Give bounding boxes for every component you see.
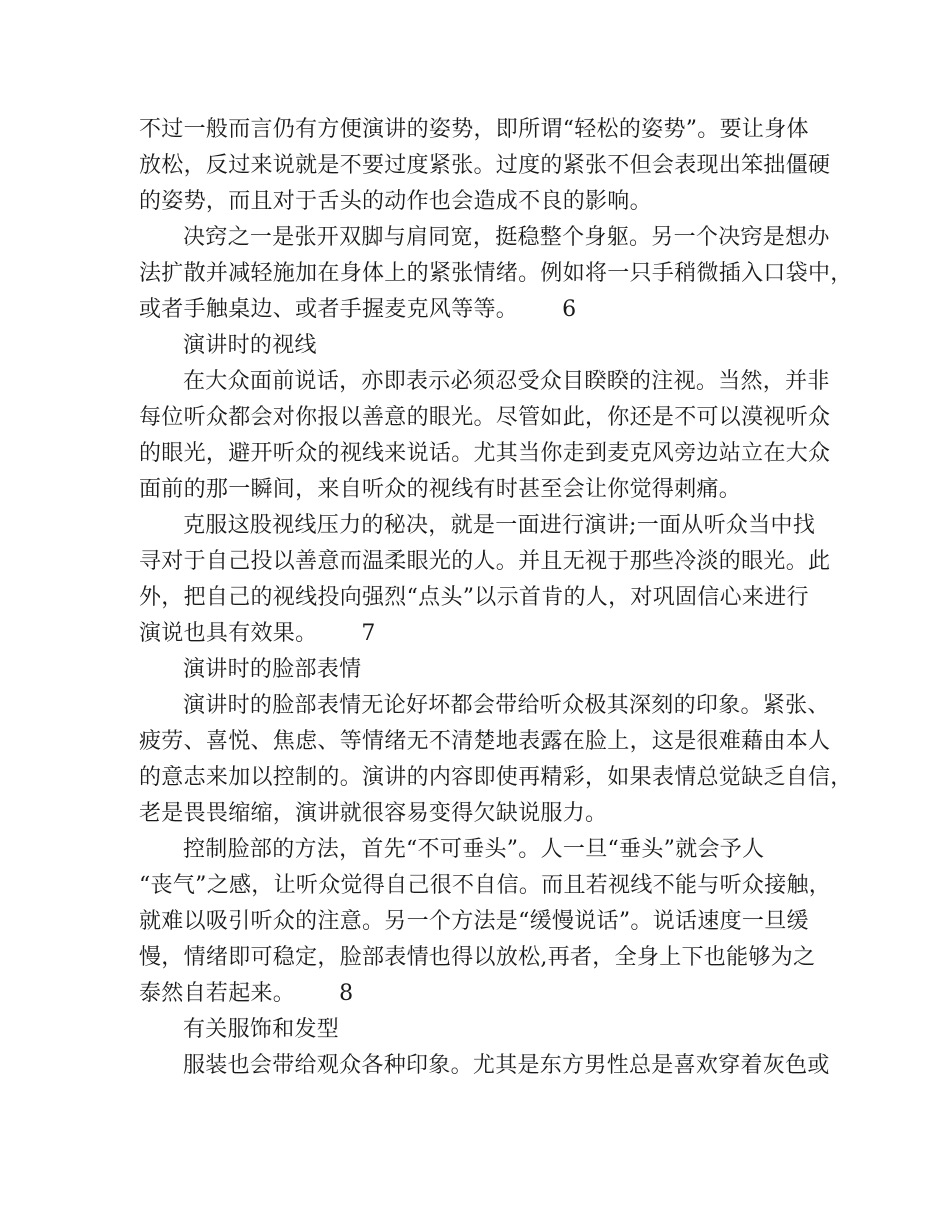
text-line: 克服这股视线压力的秘决，就是一面进行演讲;一面从听众当中找 bbox=[183, 513, 816, 538]
text-line: 法扩散并减轻施加在身体上的紧张情绪。例如将一只手稍微插入口袋中， bbox=[139, 261, 853, 286]
text-line: 疲劳、喜悦、焦虑、等情绪无不清楚地表露在脸上，这是很难藉由本人 bbox=[139, 729, 831, 754]
text-line: 慢，情绪即可稳定，脸部表情也得以放松,再者，全身上下也能够为之 bbox=[139, 945, 816, 970]
section-heading: 演讲时的脸部表情 bbox=[183, 657, 362, 682]
text-line-with-page-number bbox=[139, 616, 829, 652]
text-line: 外，把自己的视线投向强烈“点头”以示首肯的人，对巩固信心来进行 bbox=[139, 585, 809, 610]
text-line: 决窍之一是张开双脚与肩同宽，挺稳整个身躯。另一个决窍是想办 bbox=[183, 225, 830, 250]
page-number: 7 bbox=[361, 621, 376, 646]
section-heading: 有关服饰和发型 bbox=[183, 1017, 340, 1042]
text-line: 不过一般而言仍有方便演讲的姿势，即所谓“轻松的姿势”。要让身体 bbox=[139, 117, 809, 142]
text-segment: 或者手触桌边、或者手握麦克风等等。 bbox=[139, 297, 519, 322]
text-line: 寻对于自己投以善意而温柔眼光的人。并且无视于那些冷淡的眼光。此 bbox=[139, 549, 831, 574]
page-number: 8 bbox=[339, 981, 354, 1006]
page-number: 6 bbox=[562, 297, 577, 322]
text-line: “丧气”之感，让听众觉得自己很不自信。而且若视线不能与听众接触， bbox=[139, 873, 832, 898]
text-line: 就难以吸引听众的注意。另一个方法是“缓慢说话”。说话速度一旦缓 bbox=[139, 909, 809, 934]
text-line-with-page-number bbox=[139, 976, 829, 1012]
text-segment: 演说也具有效果。 bbox=[139, 621, 318, 646]
text-line: 的意志来加以控制的。演讲的内容即使再精彩，如果表情总觉缺乏自信， bbox=[139, 765, 853, 790]
text-line-with-page-number bbox=[139, 292, 829, 328]
text-line: 放松，反过来说就是不要过度紧张。过度的紧张不但会表现出笨拙僵硬 bbox=[139, 153, 831, 178]
text-line: 控制脸部的方法，首先“不可垂头”。人一旦“垂头”就会予人 bbox=[183, 837, 765, 862]
text-line: 的眼光，避开听众的视线来说话。尤其当你走到麦克风旁边站立在大众 bbox=[139, 441, 831, 466]
text-line: 每位听众都会对你报以善意的眼光。尽管如此，你还是不可以漠视听众 bbox=[139, 405, 831, 430]
section-heading: 演讲时的视线 bbox=[183, 333, 317, 358]
text-line: 服装也会带给观众各种印象。尤其是东方男性总是喜欢穿着灰色或 bbox=[183, 1053, 830, 1078]
text-line: 老是畏畏缩缩，演讲就很容易变得欠缺说服力。 bbox=[139, 801, 608, 826]
text-line: 的姿势，而且对于舌头的动作也会造成不良的影响。 bbox=[139, 189, 652, 214]
text-line: 面前的那一瞬间，来自听众的视线有时甚至会让你觉得刺痛。 bbox=[139, 477, 742, 502]
text-line: 在大众面前说话，亦即表示必须忍受众目睽睽的注视。当然，并非 bbox=[183, 369, 830, 394]
text-line: 演讲时的脸部表情无论好坏都会带给听众极其深刻的印象。紧张、 bbox=[183, 693, 830, 718]
text-segment: 泰然自若起来。 bbox=[139, 981, 296, 1006]
document-body bbox=[139, 112, 853, 1084]
